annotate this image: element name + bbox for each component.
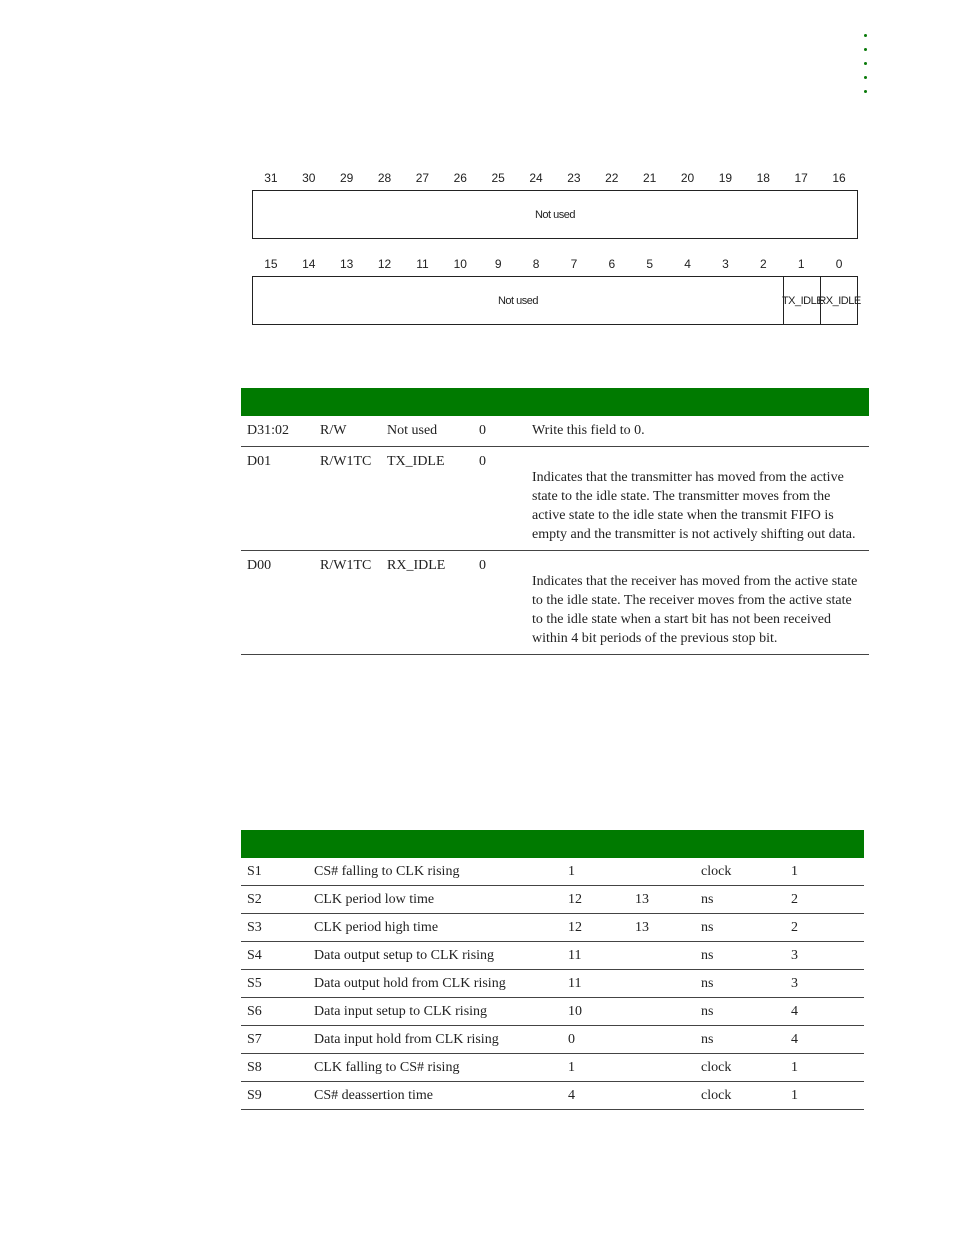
timing-table: [241, 858, 864, 1110]
bit-number: 30: [302, 171, 316, 185]
register-field-not-used: Not used: [534, 208, 576, 221]
register-field-rx-idle: RX_IDLE: [820, 277, 858, 324]
note-cell: 1: [785, 858, 864, 886]
bits-cell: D31:02: [241, 416, 314, 447]
bit-number: 1: [797, 257, 805, 271]
bit-number: 6: [608, 257, 616, 271]
description-cell: CLK period low time: [308, 886, 562, 914]
bit-number: 27: [415, 171, 430, 185]
reset-cell: 0: [473, 416, 526, 447]
bit-number: 29: [340, 171, 354, 185]
mnemonic-cell: Not used: [381, 416, 473, 447]
bit-number: 11: [416, 257, 429, 271]
description-cell: Data output hold from CLK rising: [308, 970, 562, 998]
table-row: [241, 1026, 864, 1054]
table-row: [241, 551, 869, 655]
parm-cell: S7: [241, 1026, 308, 1054]
unit-cell: ns: [695, 998, 785, 1026]
unit-cell: clock: [695, 858, 785, 886]
description-text: Indicates that the transmitter has moved from the active state to the idle state. The transmitter moves from the active state to the idle state when the transmit FIFO is empty and the transmitter is not actively shifting out data.: [532, 470, 856, 542]
min-cell: 0: [562, 1026, 629, 1054]
unit-cell: ns: [695, 914, 785, 942]
register-field-not-used: Not used: [497, 294, 539, 307]
upper-bit-numbers: [252, 171, 858, 185]
bit-number: 7: [570, 257, 578, 271]
max-cell: [629, 858, 695, 886]
parm-cell: S2: [241, 886, 308, 914]
note-cell: 2: [785, 914, 864, 942]
min-cell: 12: [562, 914, 629, 942]
table-row: [241, 416, 869, 447]
table-row: [241, 1054, 864, 1082]
table-row: [241, 1082, 864, 1110]
bit-number: 2: [759, 257, 767, 271]
access-cell: R/W: [314, 416, 381, 447]
description-cell: [526, 447, 869, 551]
bit-number: 21: [643, 171, 657, 185]
unit-cell: clock: [695, 1054, 785, 1082]
lower-register-box: [252, 276, 861, 325]
unit-cell: ns: [695, 1026, 785, 1054]
min-cell: 11: [562, 942, 629, 970]
min-cell: 11: [562, 970, 629, 998]
max-cell: [629, 970, 695, 998]
bit-number: 24: [529, 171, 543, 185]
bit-number: 23: [567, 171, 581, 185]
bits-cell: D00: [241, 551, 314, 655]
bit-number: 4: [684, 257, 691, 271]
table-row: [241, 447, 869, 551]
parm-cell: S4: [241, 942, 308, 970]
table-row: [241, 858, 864, 886]
parm-cell: S5: [241, 970, 308, 998]
bit-number: 8: [532, 257, 540, 271]
note-cell: 1: [785, 1082, 864, 1110]
reset-cell: 0: [473, 447, 526, 551]
max-cell: 13: [629, 886, 695, 914]
bit-number: 18: [756, 171, 770, 185]
max-cell: [629, 1026, 695, 1054]
max-cell: [629, 942, 695, 970]
bit-number: 28: [377, 171, 392, 185]
min-cell: 1: [562, 858, 629, 886]
table-row: [241, 914, 864, 942]
timing-table-header: [241, 830, 864, 858]
register-field-tx-idle: TX_IDLE: [783, 277, 821, 324]
mnemonic-cell: RX_IDLE: [381, 551, 473, 655]
register-table: [241, 416, 869, 655]
max-cell: [629, 1054, 695, 1082]
bits-cell: D01: [241, 447, 314, 551]
max-cell: [629, 1082, 695, 1110]
note-cell: 1: [785, 1054, 864, 1082]
description-cell: CLK period high time: [308, 914, 562, 942]
bit-number: 17: [794, 171, 808, 185]
bit-number: 22: [605, 171, 619, 185]
bit-number: 0: [835, 257, 843, 271]
unit-cell: clock: [695, 1082, 785, 1110]
parm-cell: S3: [241, 914, 308, 942]
parm-cell: S9: [241, 1082, 308, 1110]
mnemonic-cell: TX_IDLE: [381, 447, 473, 551]
bit-number: 12: [377, 257, 392, 271]
min-cell: 12: [562, 886, 629, 914]
parm-cell: S6: [241, 998, 308, 1026]
parm-cell: S1: [241, 858, 308, 886]
note-cell: 3: [785, 970, 864, 998]
register-table-header: [241, 388, 869, 416]
bit-number: 3: [722, 257, 729, 271]
bit-number: 15: [264, 257, 278, 271]
note-cell: 4: [785, 998, 864, 1026]
description-cell: Data input setup to CLK rising: [308, 998, 562, 1026]
access-cell: R/W1TC: [314, 551, 381, 655]
max-cell: [629, 998, 695, 1026]
reset-cell: 0: [473, 551, 526, 655]
bit-number: 5: [646, 257, 654, 271]
description-cell: [526, 551, 869, 655]
description-cell: Write this field to 0.: [526, 416, 869, 447]
description-cell: Data output setup to CLK rising: [308, 942, 562, 970]
bit-number: 25: [491, 171, 505, 185]
description-cell: CLK falling to CS# rising: [308, 1054, 562, 1082]
bit-number: 26: [453, 171, 467, 185]
bit-number: 19: [718, 171, 733, 185]
table-row: [241, 998, 864, 1026]
min-cell: 1: [562, 1054, 629, 1082]
description-cell: CS# deassertion time: [308, 1082, 562, 1110]
description-cell: CS# falling to CLK rising: [308, 858, 562, 886]
bit-number: 14: [302, 257, 316, 271]
table-row: [241, 970, 864, 998]
bit-number: 9: [494, 257, 502, 271]
page-marker-dots: [864, 34, 868, 104]
note-cell: 3: [785, 942, 864, 970]
unit-cell: ns: [695, 942, 785, 970]
unit-cell: ns: [695, 886, 785, 914]
unit-cell: ns: [695, 970, 785, 998]
table-row: [241, 886, 864, 914]
min-cell: 10: [562, 998, 629, 1026]
access-cell: R/W1TC: [314, 447, 381, 551]
max-cell: 13: [629, 914, 695, 942]
description-text: Indicates that the receiver has moved from the active state to the idle state. The receiver moves from the active state to the idle state when a start bit has not been received within 4 bit periods of the previous stop bit.: [532, 574, 858, 646]
lower-bit-numbers: [252, 257, 858, 271]
bit-number: 16: [832, 171, 846, 185]
bit-number: 20: [680, 171, 695, 185]
bit-number: 10: [453, 257, 467, 271]
min-cell: 4: [562, 1082, 629, 1110]
upper-register-box: [252, 190, 858, 239]
bit-number: 31: [264, 171, 278, 185]
table-row: [241, 942, 864, 970]
bit-number: 13: [340, 257, 354, 271]
note-cell: 4: [785, 1026, 864, 1054]
note-cell: 2: [785, 886, 864, 914]
description-cell: Data input hold from CLK rising: [308, 1026, 562, 1054]
parm-cell: S8: [241, 1054, 308, 1082]
